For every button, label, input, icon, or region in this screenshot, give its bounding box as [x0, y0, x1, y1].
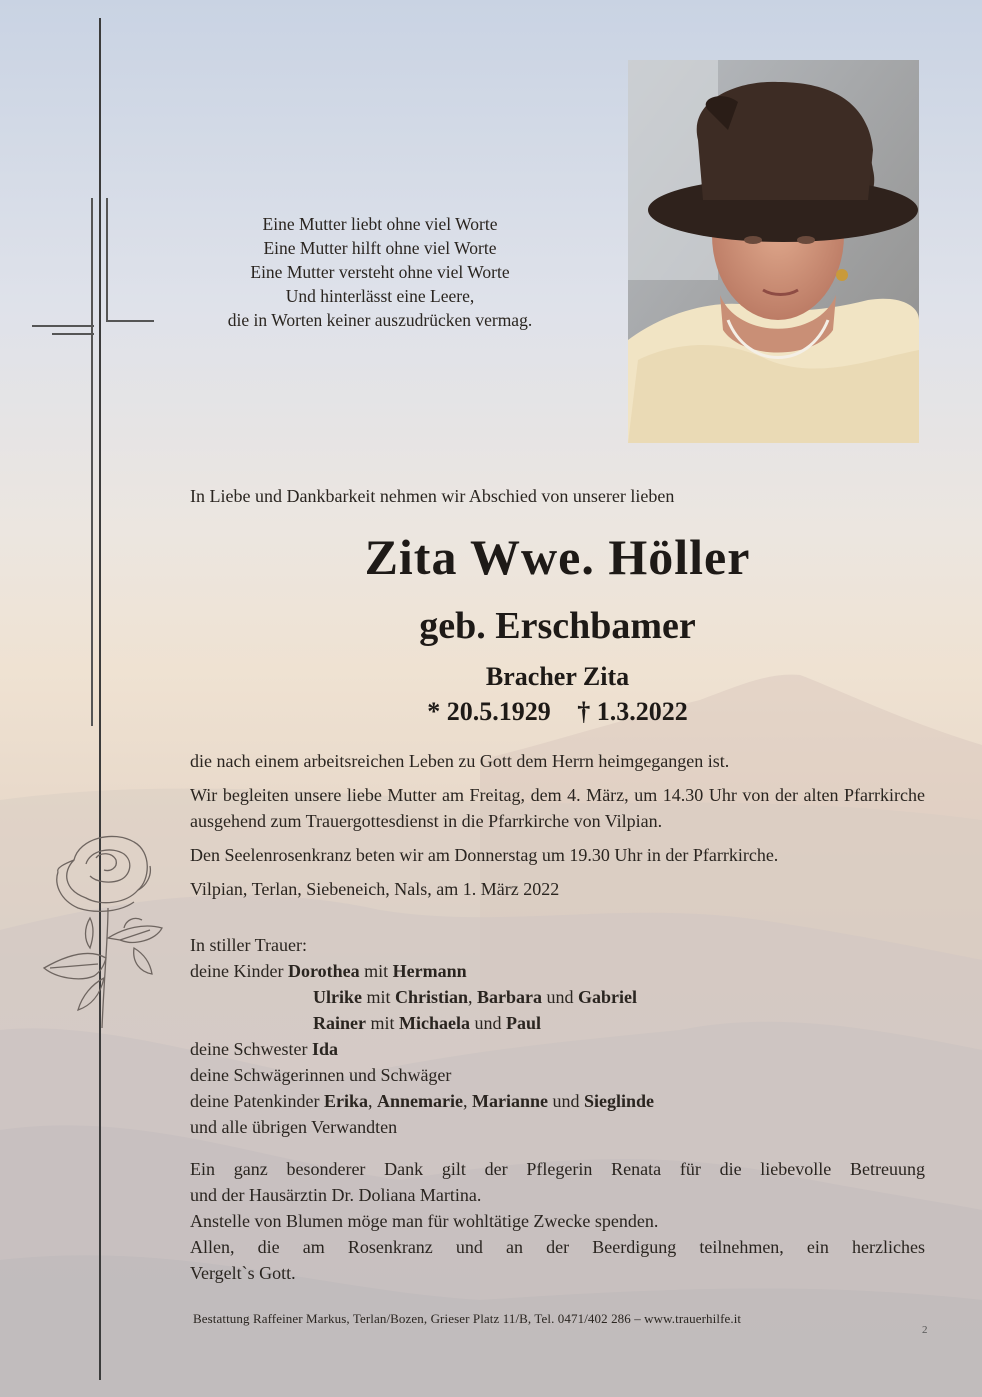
thanks-line: Ein ganz besonderer Dank gilt der Pflegerin Renata für die liebevolle Betreuung — [190, 1159, 925, 1179]
paragraph-funeral: Wir begleiten unsere liebe Mutter am Freitag, dem 4. März, um 14.30 Uhr von der alten Pfarrkirche ausgehend zum Trauergottesdienst in die Pfarrkirche von Vilpian. — [190, 785, 925, 831]
birth-date: * 20.5.1929 — [427, 697, 551, 726]
life-dates — [190, 697, 925, 727]
thanks-line: Allen, die am Rosenkranz und an der Beerdigung teilnehmen, ein herzliches — [190, 1237, 925, 1257]
mourners-in-laws-row: deine Schwägerinnen und Schwäger — [190, 1065, 452, 1085]
connector-text: , — [462, 1091, 472, 1111]
cross-horizontal-right — [106, 320, 154, 322]
mourners-label: deine Patenkinder — [190, 1091, 324, 1111]
alias-name: Bracher Zita — [485, 662, 630, 691]
poem — [170, 212, 590, 332]
mourners-children-row-3 — [190, 1010, 925, 1036]
connector-text: und — [547, 1091, 584, 1111]
connector-text: , — [468, 987, 478, 1007]
connector-text: und — [542, 987, 579, 1007]
rose-icon — [34, 828, 184, 1038]
thanks-line: Anstelle von Blumen möge man für wohltätige Zwecke spenden. — [190, 1211, 659, 1231]
mourners-children-row-2 — [190, 984, 925, 1010]
paragraph-passing: die nach einem arbeitsreichen Leben zu Gott dem Herrn heimgegangen ist. — [190, 751, 730, 771]
poem-line: Eine Mutter versteht ohne viel Worte — [250, 262, 510, 282]
mourner-name: Dorothea — [287, 961, 360, 981]
connector-text: mit — [359, 961, 393, 981]
mourner-name: Hermann — [392, 961, 467, 981]
mourner-name: Ida — [311, 1039, 338, 1059]
mourners-children-row-1 — [190, 958, 925, 984]
connector-text: mit — [366, 1013, 400, 1033]
mourner-name: Annemarie — [376, 1091, 463, 1111]
mourners-heading: In stiller Trauer: — [190, 935, 307, 955]
connector-text: mit — [362, 987, 396, 1007]
thanks-text — [190, 1156, 925, 1286]
poem-line: die in Worten keiner auszudrücken vermag. — [227, 310, 533, 330]
paragraph-place-date: Vilpian, Terlan, Siebeneich, Nals, am 1. März 2022 — [190, 879, 560, 899]
mourner-name: Paul — [506, 1013, 542, 1033]
mourners-list — [190, 932, 925, 1140]
cross-vertical-line — [99, 18, 101, 1380]
paragraph-rosary: Den Seelenrosenkranz beten wir am Donnerstag um 19.30 Uhr in der Pfarrkirche. — [190, 845, 779, 865]
cross-horizontal-left-lower — [52, 333, 94, 335]
mourner-name: Sieglinde — [583, 1091, 654, 1111]
poem-line: Eine Mutter liebt ohne viel Worte — [262, 214, 498, 234]
mourner-name: Erika — [323, 1091, 368, 1111]
mourners-sister-row — [190, 1036, 925, 1062]
mourners-relatives-row: und alle übrigen Verwandten — [190, 1117, 398, 1137]
death-date: † 1.3.2022 — [577, 697, 688, 726]
mourner-name: Rainer — [313, 1013, 366, 1033]
mourners-label: deine Schwester — [190, 1039, 312, 1059]
poem-line: Eine Mutter hilft ohne viel Worte — [263, 238, 497, 258]
maiden-name: geb. Erschbamer — [419, 605, 696, 647]
cross-inner-line-right — [106, 198, 108, 320]
portrait-photo — [628, 60, 919, 443]
announcement-text — [190, 748, 925, 910]
page-number: 2 — [922, 1324, 928, 1336]
mourner-name: Christian — [395, 987, 469, 1007]
mourners-godchildren-row — [190, 1088, 925, 1114]
thanks-line: und der Hausärztin Dr. Doliana Martina. — [190, 1185, 482, 1205]
thanks-line: Vergelt`s Gott. — [190, 1263, 296, 1283]
mourners-label: deine Kinder — [190, 961, 288, 981]
mourner-name: Gabriel — [578, 987, 638, 1007]
poem-line: Und hinterlässt eine Leere, — [285, 286, 475, 306]
cross-inner-line-left — [91, 198, 93, 726]
connector-text: , — [367, 1091, 377, 1111]
intro-text: In Liebe und Dankbarkeit nehmen wir Abschied von unserer lieben — [190, 486, 675, 506]
mourner-name: Marianne — [471, 1091, 548, 1111]
cross-horizontal-left — [32, 325, 94, 327]
connector-text: und — [470, 1013, 506, 1033]
mourner-name: Barbara — [477, 987, 543, 1007]
mourner-name: Ulrike — [313, 987, 362, 1007]
mourner-name: Michaela — [399, 1013, 470, 1033]
deceased-name: Zita Wwe. Höller — [364, 529, 751, 585]
footer-funeral-home: Bestattung Raffeiner Markus, Terlan/Bozen, Grieser Platz 11/B, Tel. 0471/402 286 – www.trauerhilfe.it — [193, 1311, 742, 1326]
